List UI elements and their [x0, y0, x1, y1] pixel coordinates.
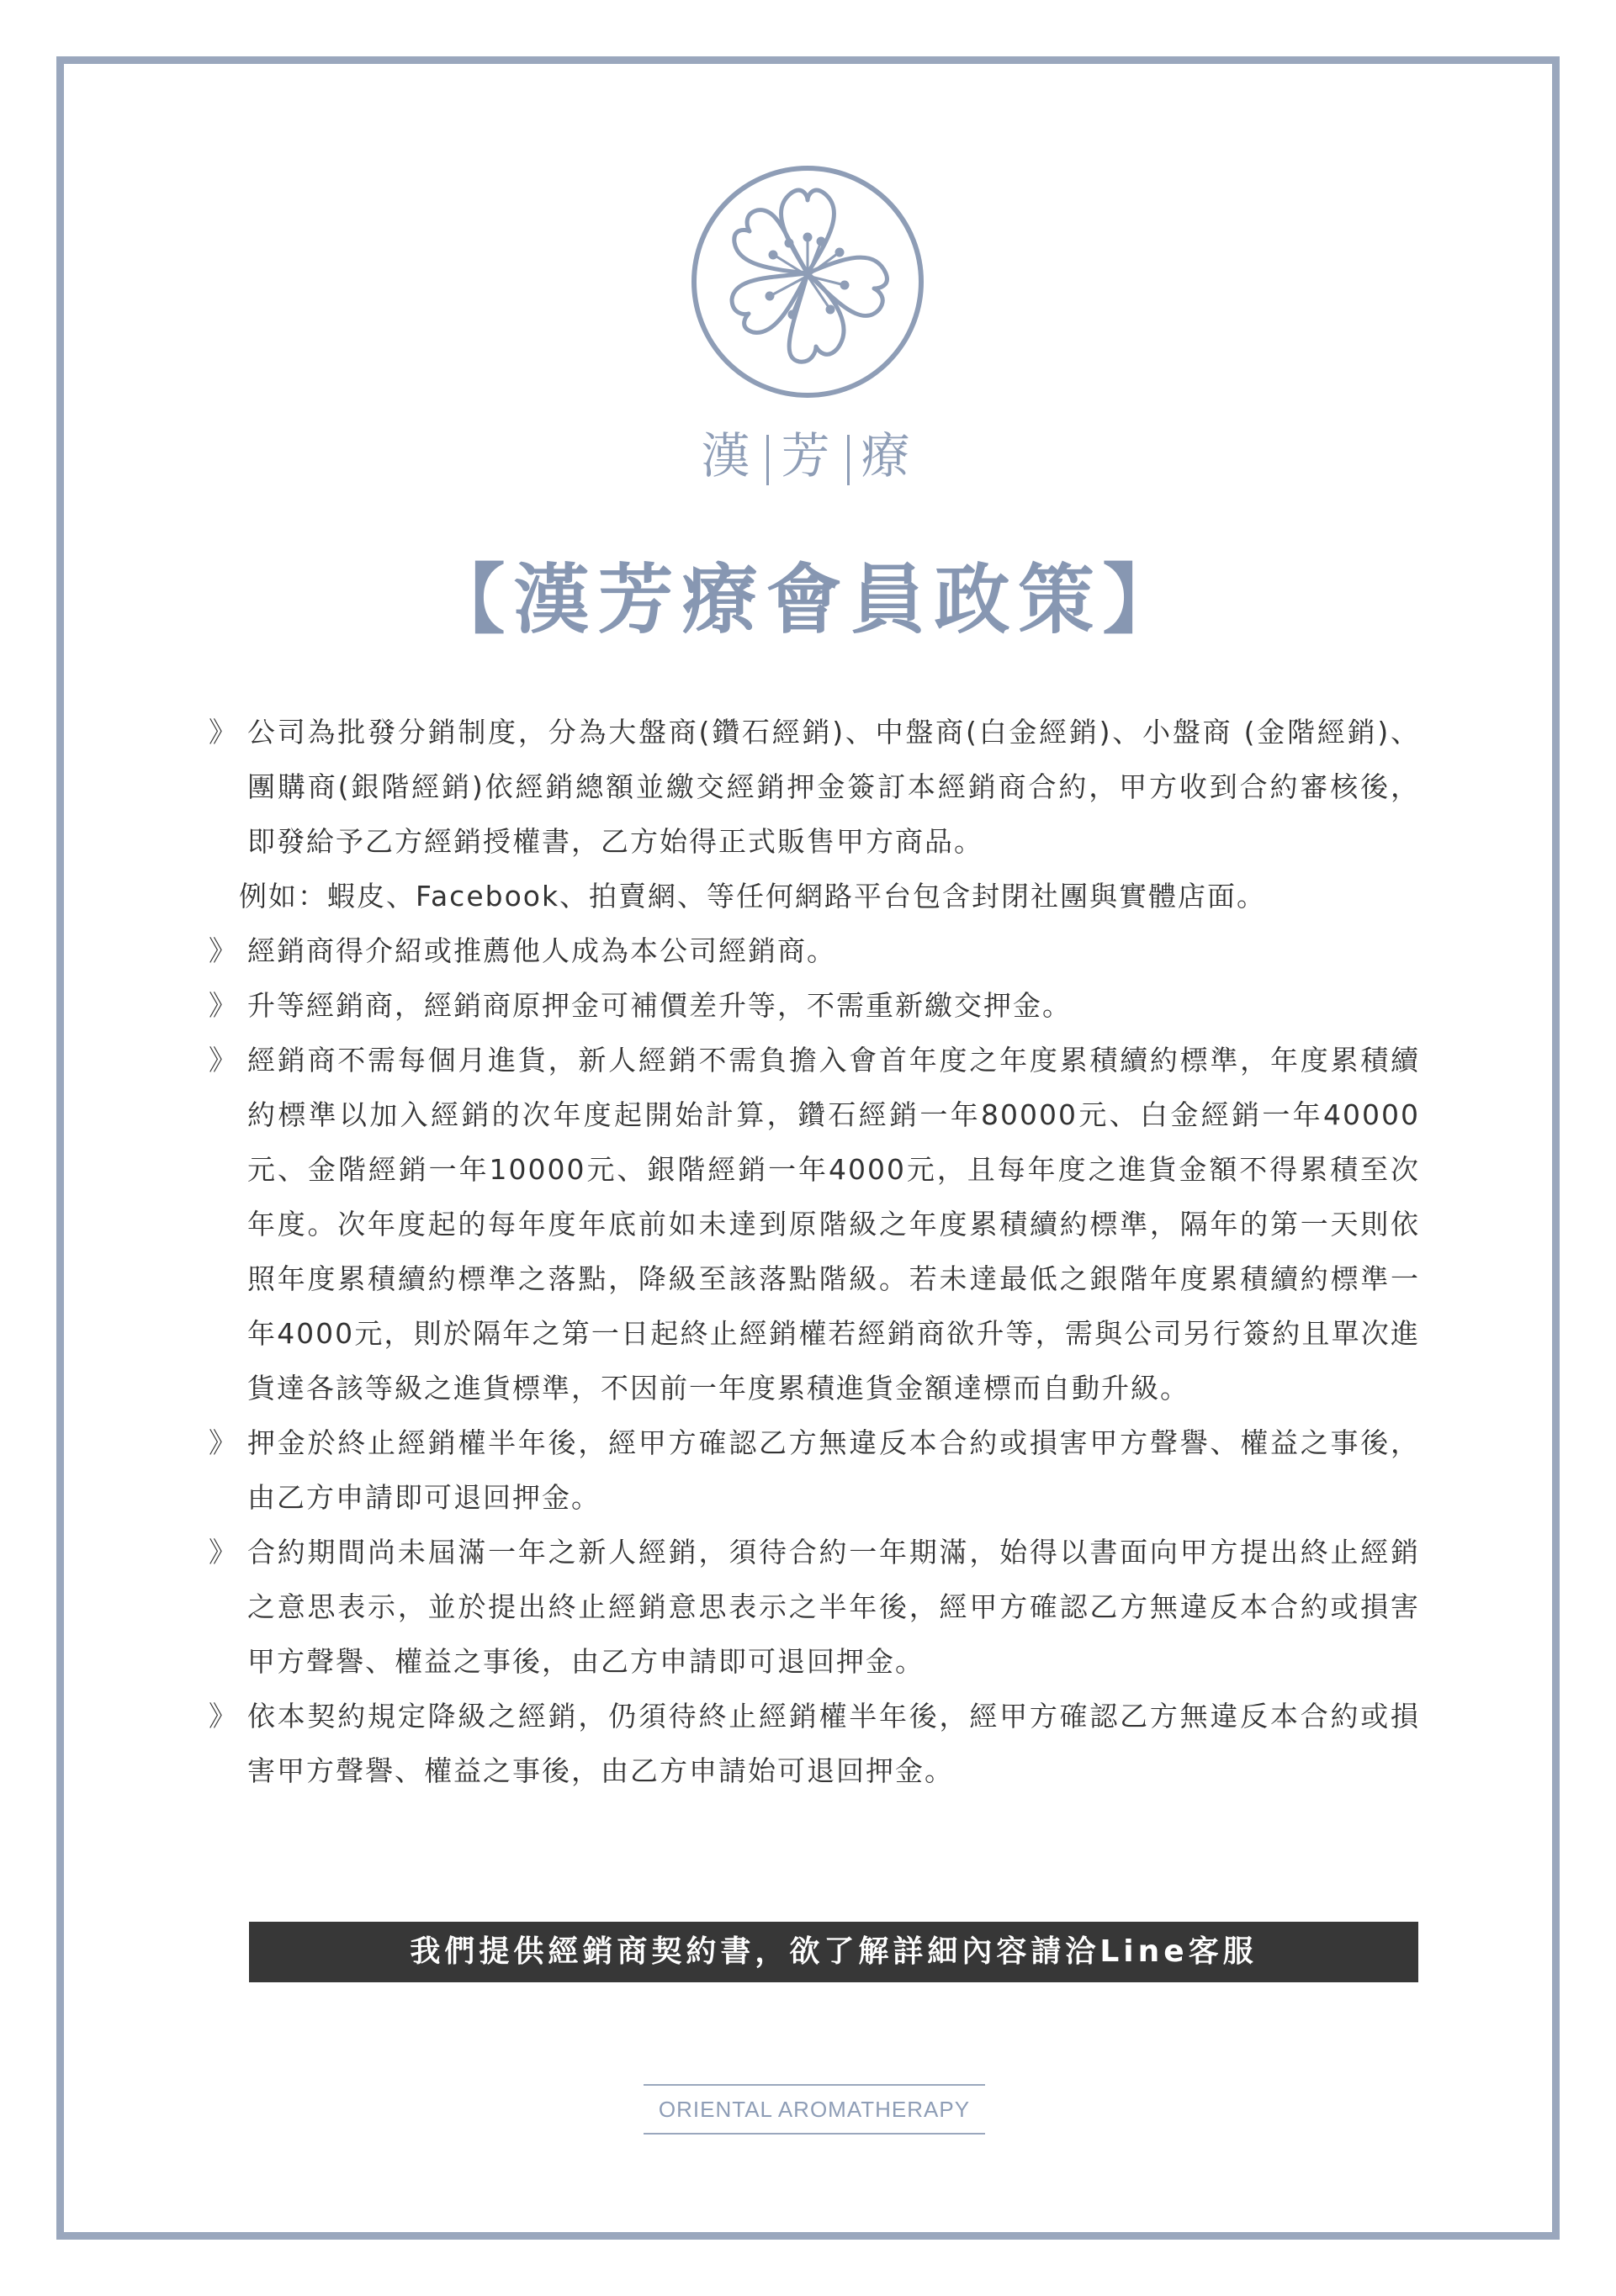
bullet-marker: 》 — [209, 989, 236, 1022]
policy-item — [209, 1689, 1420, 1798]
policy-item — [209, 923, 1420, 978]
page-title: 【漢芳療會員政策】 — [429, 555, 1187, 644]
policy-item — [209, 1033, 1420, 1415]
footer-brand: ORIENTAL AROMATHERAPY — [644, 2084, 985, 2135]
bullet-marker: 》 — [209, 934, 236, 967]
bullet-marker: 》 — [209, 1700, 236, 1733]
contact-banner: 我們提供經銷商契約書，欲了解詳細內容請洽Line客服 — [249, 1922, 1418, 1982]
bullet-marker: 》 — [209, 1426, 236, 1459]
bullet-marker: 》 — [209, 716, 236, 749]
plum-blossom-emblem-icon — [686, 160, 930, 404]
policy-text: 升等經銷商，經銷商原押金可補價差升等，不需重新繳交押金。 — [247, 989, 1072, 1022]
policy-example: 例如：蝦皮、Facebook、拍賣網、等任何網路平台包含封閉社團與實體店面。 — [239, 880, 1267, 913]
policy-text: 經銷商不需每個月進貨，新人經銷不需負擔入會首年度之年度累積續約標準，年度累積續約標準以加入經銷的次年度起開始計算，鑽石經銷一年80000元、白金經銷一年40000 元、金階經銷一年10000元、銀階經銷一年4000元，且每年度之進貨金額不得累積至次年度。次年度起的每年度年底前如未達到原階級之年度累積續約標準，隔年的第一天則依照年度累積續約標準之落點，降級至該落點階級。若未達最低之銀階年度累積續約標準一年4000元，則於隔年之第一日起終止經銷權若經銷商欲升等，需與公司另行簽約且單次進貨達各該等級之進貨標準，不因前一年度累積進貨金額達標而自動升級。 — [247, 1044, 1420, 1405]
brand-char-3: 療 — [861, 427, 915, 484]
brand-separator — [766, 435, 769, 485]
policy-item — [209, 705, 1420, 869]
policy-text: 經銷商得介紹或推薦他人成為本公司經銷商。 — [247, 934, 836, 967]
brand-name — [0, 416, 1616, 487]
brand-separator — [847, 435, 850, 485]
policy-item — [209, 1415, 1420, 1525]
brand-char-1: 漢 — [701, 427, 755, 484]
policy-list — [209, 705, 1420, 1798]
policy-text: 合約期間尚未屆滿一年之新人經銷，須待合約一年期滿，始得以書面向甲方提出終止經銷之意思表示，並於提出終止經銷意思表示之半年後，經甲方確認乙方無違反本合約或損害甲方聲譽、權益之事後，由乙方申請即可退回押金。 — [247, 1536, 1420, 1678]
policy-text: 押金於終止經銷權半年後，經甲方確認乙方無違反本合約或損害甲方聲譽、權益之事後，由乙方申請即可退回押金。 — [247, 1426, 1420, 1514]
bullet-marker: 》 — [209, 1044, 236, 1077]
policy-text: 依本契約規定降級之經銷，仍須待終止經銷權半年後，經甲方確認乙方無違反本合約或損害甲方聲譽、權益之事後，由乙方申請始可退回押金。 — [247, 1700, 1420, 1787]
policy-item — [209, 1525, 1420, 1689]
bullet-marker: 》 — [209, 1536, 236, 1569]
brand-char-2: 芳 — [781, 427, 835, 484]
policy-text: 公司為批發分銷制度，分為大盤商(鑽石經銷)、中盤商(白金經銷)、小盤商 (金階經銷)、 團購商(銀階經銷)依經銷總額並繳交經銷押金簽訂本經銷商合約，甲方收到合約審核後，即發給予乙方經銷授權書，乙方始得正式販售甲方商品。 — [247, 716, 1420, 858]
policy-item — [209, 978, 1420, 1033]
